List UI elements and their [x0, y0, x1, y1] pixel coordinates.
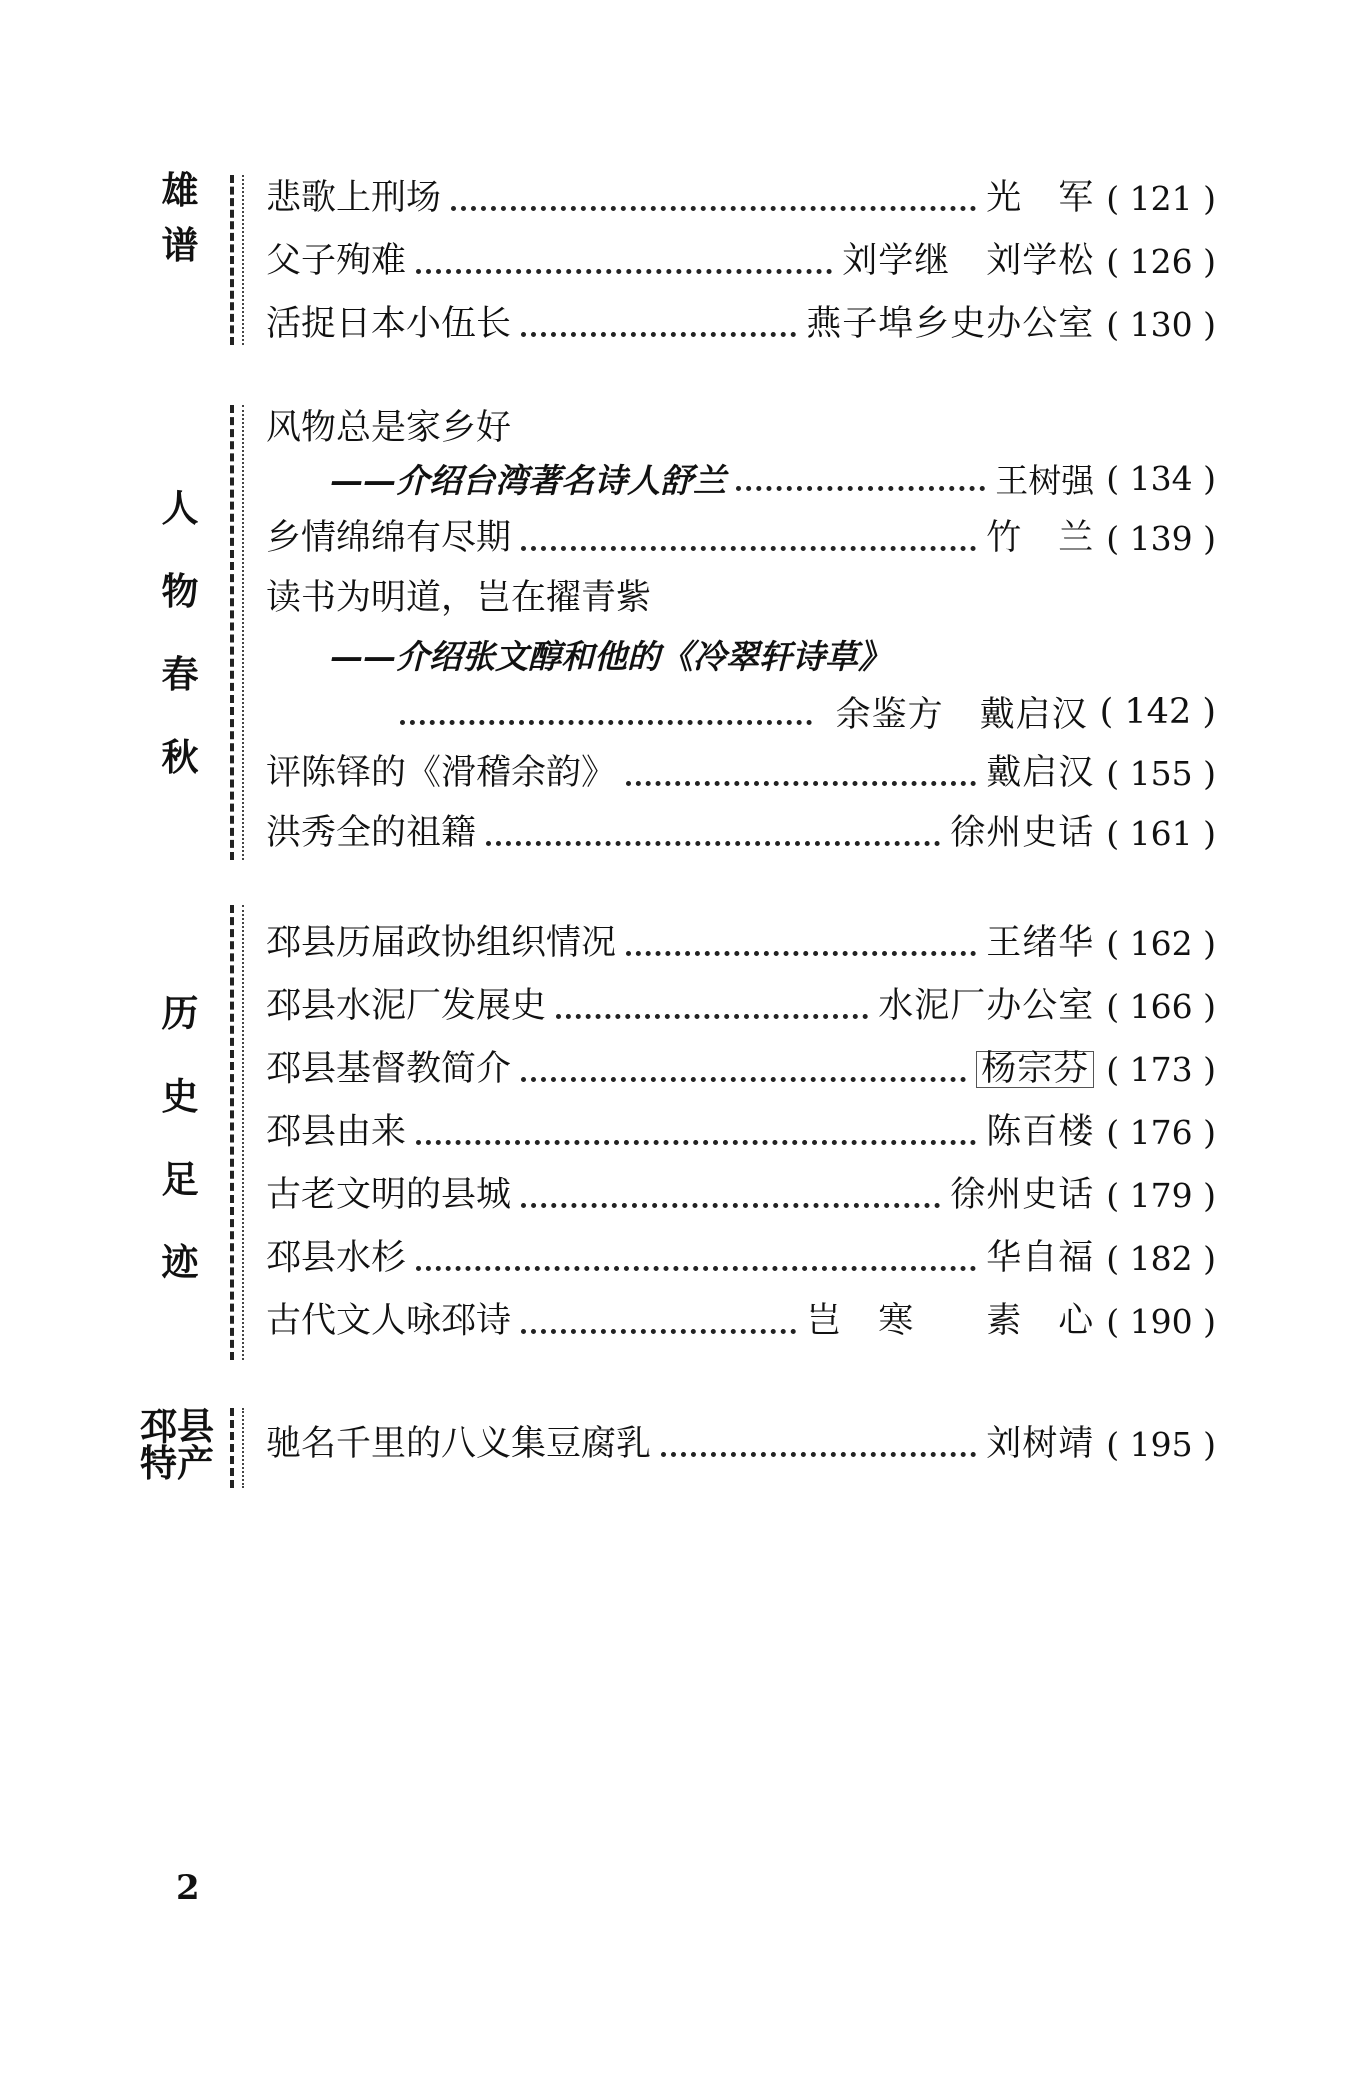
entry-page: ( 161 ): [1106, 813, 1216, 853]
entry-page: ( 195 ): [1106, 1424, 1216, 1464]
dot-leader: [416, 265, 832, 274]
entry-page: ( 190 ): [1106, 1301, 1216, 1341]
entry-page: ( 166 ): [1106, 986, 1216, 1026]
dot-leader: [626, 777, 976, 786]
entry-author: 岂 寒 素 心: [806, 1300, 1095, 1341]
entry-title: 洪秀全的祖籍: [266, 812, 477, 853]
entry-author: 徐州史话: [950, 1174, 1095, 1215]
section-divider: [230, 1408, 244, 1488]
entry-author: 戴启汉: [986, 752, 1095, 793]
entry-title: 邳县基督教简介: [266, 1048, 512, 1089]
toc-entry[interactable]: [266, 510, 1216, 566]
toc-entry[interactable]: [266, 805, 1216, 861]
entry-page: ( 134 ): [1106, 458, 1216, 498]
toc-entry[interactable]: [266, 1041, 1216, 1097]
entry-title: 古老文明的县城: [266, 1174, 512, 1215]
entry-title: 驰名千里的八义集豆腐乳: [266, 1423, 652, 1464]
toc-entry[interactable]: [266, 1104, 1216, 1160]
section-title: [150, 992, 210, 1284]
entry-author: 陈百楼: [986, 1111, 1095, 1152]
section-specialty: [0, 1405, 1351, 1498]
entry-page: ( 182 ): [1106, 1238, 1216, 1278]
section-title-line: 邳县: [140, 1405, 214, 1448]
section-title-char: 迹: [161, 1241, 199, 1284]
entry-title: 古代文人咏邳诗: [266, 1300, 512, 1341]
toc-entry-subtitle: [330, 626, 1216, 682]
entry-title: 邳县水泥厂发展史: [266, 985, 547, 1026]
entry-title: 父子殉难: [266, 240, 407, 281]
entry-author: 竹 兰: [986, 517, 1095, 558]
toc-entry[interactable]: [266, 745, 1216, 801]
section-divider: [230, 175, 244, 345]
toc-entry-continuation[interactable]: [400, 684, 1216, 740]
section-divider: [230, 405, 244, 860]
dot-leader: [521, 1073, 966, 1082]
entry-page: ( 121 ): [1106, 178, 1216, 218]
section-heroes: [0, 170, 1351, 360]
entry-page: ( 126 ): [1106, 241, 1216, 281]
toc-entry[interactable]: [266, 1293, 1216, 1349]
dot-leader: [416, 1136, 976, 1145]
section-title-char: 秋: [161, 736, 199, 779]
toc-entry[interactable]: [266, 400, 1216, 456]
section-title-line: 特产: [140, 1442, 214, 1485]
entry-page: ( 139 ): [1106, 518, 1216, 558]
dot-leader: [521, 328, 796, 337]
dot-leader: [451, 202, 976, 211]
entry-author: 刘学继 刘学松: [842, 240, 1095, 281]
toc-entry[interactable]: [266, 296, 1216, 352]
dot-leader: [521, 1199, 940, 1208]
toc-entry[interactable]: [266, 1416, 1216, 1472]
entry-author: 光 军: [986, 177, 1095, 218]
entry-author: 王绪华: [986, 922, 1095, 963]
section-title: [150, 487, 210, 779]
entry-page: ( 173 ): [1106, 1049, 1216, 1089]
entry-subtitle: ——介绍台湾著名诗人舒兰: [330, 460, 726, 500]
entry-author: 水泥厂办公室: [878, 985, 1095, 1026]
section-title-char: 雄: [161, 169, 199, 212]
section-title: [150, 169, 210, 267]
entry-title: 邳县历届政协组织情况: [266, 922, 617, 963]
entry-title: 乡情绵绵有尽期: [266, 517, 512, 558]
entry-author: 余鉴方 戴启汉: [835, 695, 1088, 735]
entry-author: 徐州史话: [950, 812, 1095, 853]
dot-leader: [416, 1262, 976, 1271]
dot-leader: [661, 1448, 976, 1457]
toc-entry[interactable]: [266, 233, 1216, 289]
dot-leader: [556, 1010, 868, 1019]
entry-page: ( 142 ): [1099, 692, 1216, 732]
toc-entry[interactable]: [266, 570, 1216, 626]
toc-entry[interactable]: [266, 978, 1216, 1034]
entry-author: 杨宗芬: [976, 1051, 1094, 1088]
toc-entry[interactable]: [266, 170, 1216, 226]
page-number: 2: [176, 1868, 200, 1908]
entry-title: 风物总是家乡好: [266, 407, 512, 448]
entry-page: ( 176 ): [1106, 1112, 1216, 1152]
toc-entry[interactable]: [266, 1230, 1216, 1286]
section-title-char: 史: [161, 1075, 199, 1118]
dot-leader: [521, 1325, 796, 1334]
dot-leader: [736, 482, 985, 491]
entry-author: 王树强: [995, 460, 1095, 500]
entry-title: 读书为明道，岂在擢青紫: [266, 577, 652, 618]
section-title-char: 足: [161, 1158, 199, 1201]
entry-author: 燕子埠乡史办公室: [806, 303, 1095, 344]
entry-author: 华自福: [986, 1237, 1095, 1278]
section-title-char: 春: [161, 653, 199, 696]
section-divider: [230, 905, 244, 1360]
section-title: [132, 1405, 222, 1485]
entry-page: ( 130 ): [1106, 304, 1216, 344]
dot-leader: [400, 716, 812, 725]
entry-subtitle: ——介绍张文醇和他的《冷翠轩诗草》: [330, 636, 891, 676]
entry-page: ( 155 ): [1106, 753, 1216, 793]
dot-leader: [626, 947, 976, 956]
entry-title: 活捉日本小伍长: [266, 303, 512, 344]
dot-leader: [521, 542, 976, 551]
entry-title: 邳县由来: [266, 1111, 407, 1152]
section-title-char: 人: [161, 487, 199, 530]
section-title-char: 物: [161, 570, 199, 613]
entry-title: 评陈铎的《滑稽余韵》: [266, 752, 617, 793]
toc-entry[interactable]: [266, 915, 1216, 971]
entry-title: 悲歌上刑场: [266, 177, 442, 218]
section-title-char: 历: [161, 992, 199, 1035]
toc-entry-subtitle[interactable]: [330, 450, 1216, 506]
entry-page: ( 162 ): [1106, 923, 1216, 963]
entry-page: ( 179 ): [1106, 1175, 1216, 1215]
section-figures: [0, 400, 1351, 870]
entry-author: 刘树靖: [986, 1423, 1095, 1464]
section-title-char: 谱: [161, 224, 199, 267]
toc-entry[interactable]: [266, 1167, 1216, 1223]
section-history: [0, 915, 1351, 1365]
entry-title: 邳县水杉: [266, 1237, 407, 1278]
dot-leader: [486, 837, 940, 846]
